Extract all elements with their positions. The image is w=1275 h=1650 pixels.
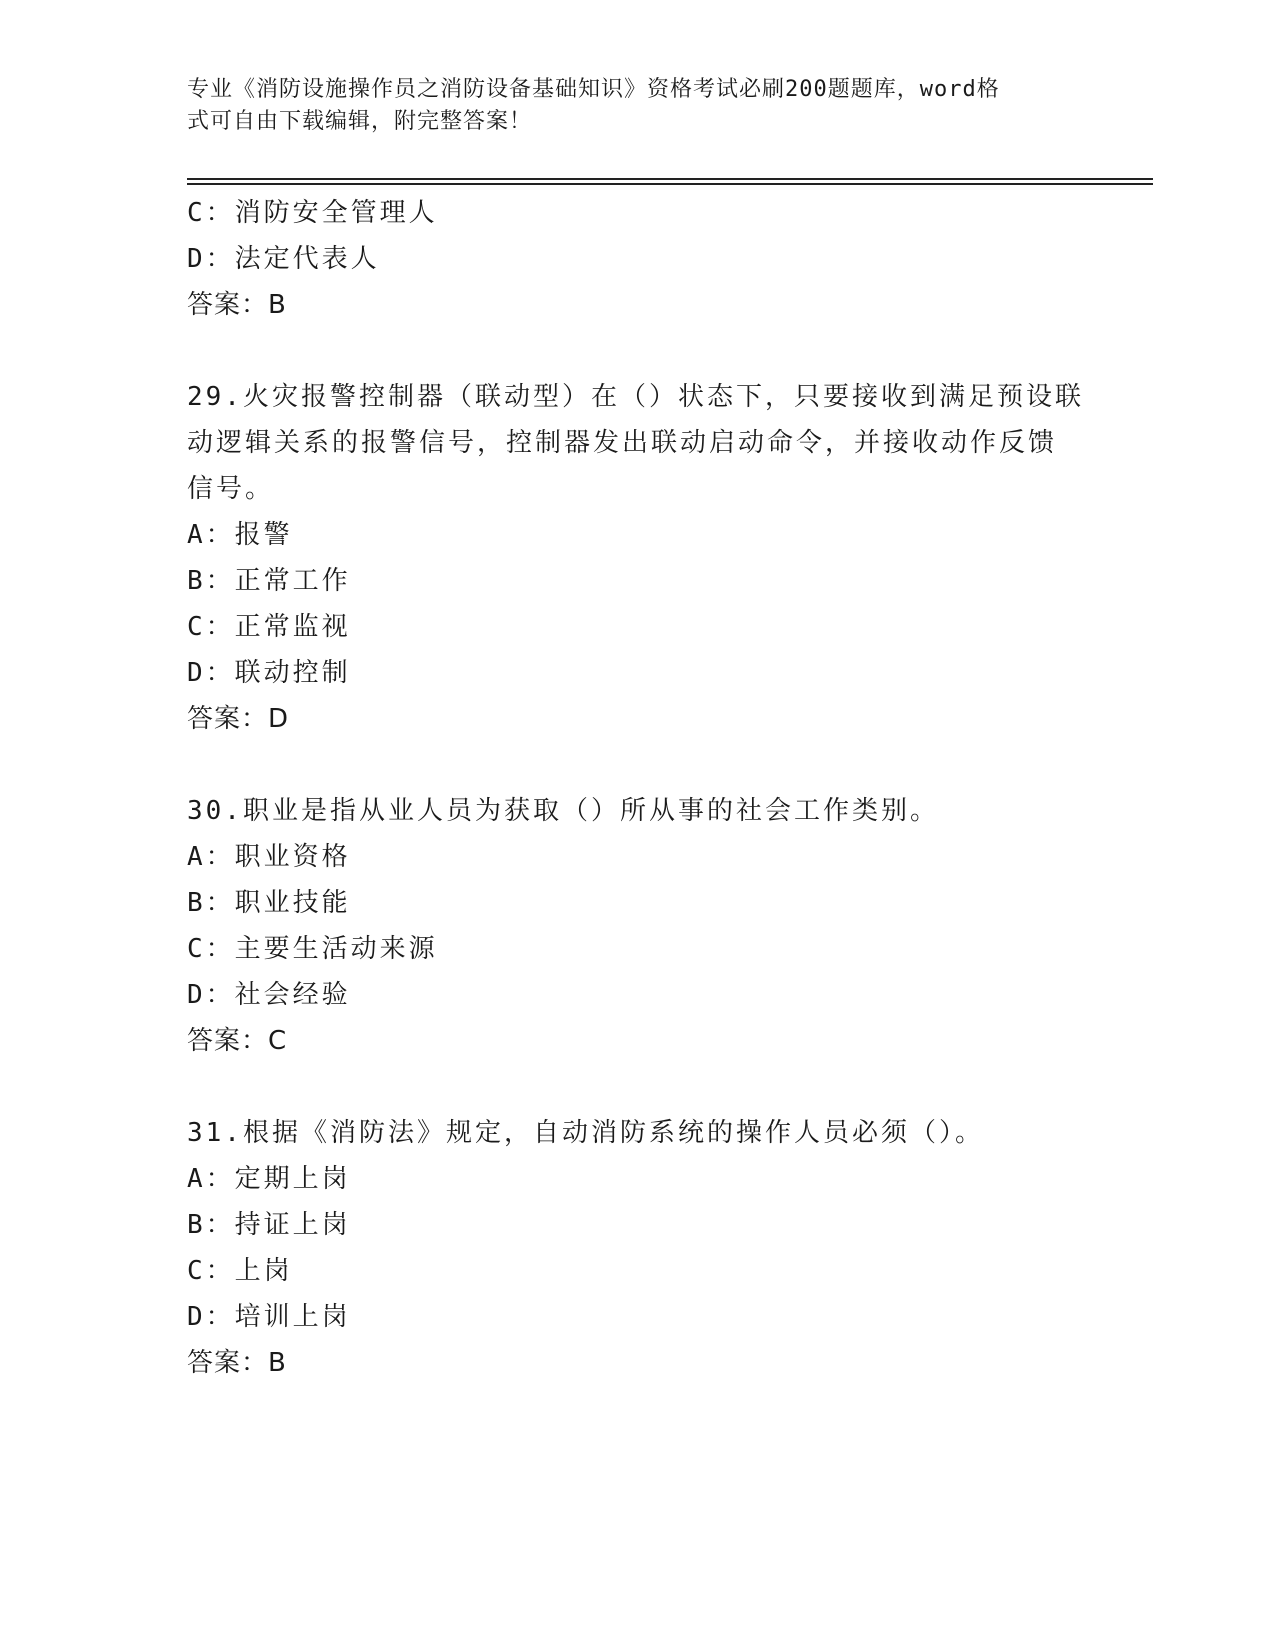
answer-line: 答案：D (187, 704, 290, 734)
header-line-2: 式可自由下载编辑，附完整答案！ (187, 109, 533, 134)
question-30 (187, 788, 1087, 1064)
answer-line: 答案：B (187, 1348, 287, 1378)
question-stem-line: 动逻辑关系的报警信号，控制器发出联动启动命令，并接收动作反馈 (187, 428, 1058, 458)
option-b: B：职业技能 (187, 888, 351, 918)
answer-line: 答案：C (187, 1026, 288, 1056)
option-a: A：定期上岗 (187, 1164, 351, 1194)
document-header (187, 74, 1067, 138)
option-b: B：正常工作 (187, 566, 351, 596)
option-a: A：职业资格 (187, 842, 351, 872)
spacer (187, 742, 1087, 788)
question-stem-line: 31.根据《消防法》规定，自动消防系统的操作人员必须（）。 (187, 1118, 984, 1148)
answer-line: 答案：B (187, 290, 287, 320)
question-body (187, 190, 1087, 1386)
question-stem-line: 30.职业是指从业人员为获取（）所从事的社会工作类别。 (187, 796, 939, 826)
option-c: C：消防安全管理人 (187, 198, 438, 228)
question-stem-line: 29.火灾报警控制器（联动型）在（）状态下，只要接收到满足预设联 (187, 382, 1084, 412)
option-c: C：正常监视 (187, 612, 351, 642)
option-d: D：社会经验 (187, 980, 351, 1010)
option-d: D：培训上岗 (187, 1302, 351, 1332)
question-31 (187, 1110, 1087, 1386)
spacer (187, 1064, 1087, 1110)
header-divider-bottom (187, 183, 1153, 185)
option-d: D：法定代表人 (187, 244, 380, 274)
option-d: D：联动控制 (187, 658, 351, 688)
option-b: B：持证上岗 (187, 1210, 351, 1240)
header-line-1: 专业《消防设施操作员之消防设备基础知识》资格考试必刷200题题库，word格 (187, 77, 1000, 102)
question-29 (187, 374, 1087, 742)
spacer (187, 328, 1087, 374)
option-c: C：主要生活动来源 (187, 934, 438, 964)
option-c: C：上岗 (187, 1256, 293, 1286)
question-stem-line: 信号。 (187, 474, 275, 504)
header-divider-top (187, 178, 1153, 180)
option-a: A：报警 (187, 520, 293, 550)
